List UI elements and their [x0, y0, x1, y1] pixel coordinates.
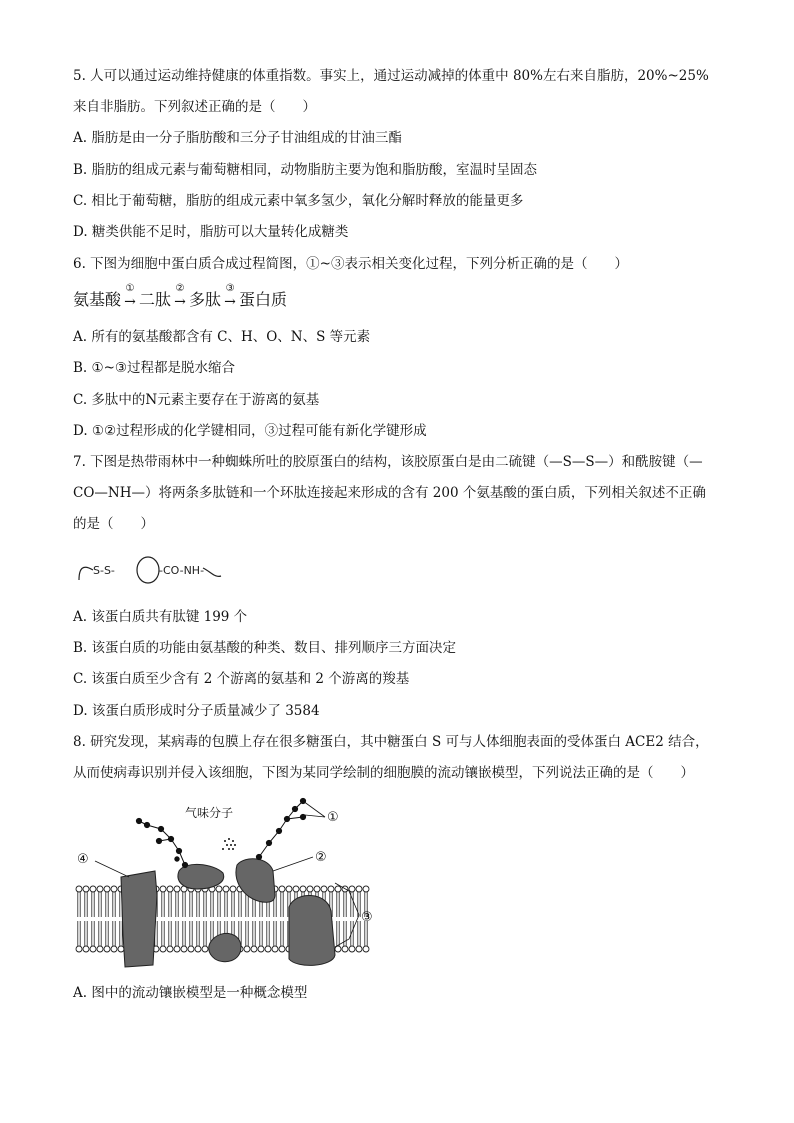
lipid-head — [223, 886, 229, 892]
q6-option-b: B. ①~③过程都是脱水缩合 — [73, 360, 236, 376]
lipid-head — [230, 886, 236, 892]
lipid-head — [181, 946, 187, 952]
lipid-head — [321, 886, 327, 892]
q7-stem-line3: 的是（ ） — [73, 516, 154, 532]
cyclic-peptide-ring — [137, 557, 159, 583]
q7-option-b: B. 该蛋白质的功能由氨基酸的种类、数目、排列顺序三方面决定 — [73, 640, 457, 656]
lipid-head — [195, 946, 201, 952]
lipid-head — [293, 886, 299, 892]
q7-option-a: A. 该蛋白质共有肽键 199 个 — [73, 609, 248, 625]
lipid-tail — [204, 892, 206, 917]
q7-option-c: C. 该蛋白质至少含有 2 个游离的氨基和 2 个游离的羧基 — [73, 671, 410, 687]
lipid-tail — [232, 892, 234, 917]
lipid-head — [76, 886, 82, 892]
lipid-head — [90, 946, 96, 952]
protein-2-receptor — [236, 859, 275, 903]
lipid-tail — [85, 892, 87, 917]
q7-amide-label: -CO-NH- — [159, 564, 205, 577]
lipid-tail — [106, 892, 108, 917]
label-2: ② — [315, 850, 327, 865]
q8-stem-line1: 8. 研究发现，某病毒的包膜上存在很多糖蛋白，其中糖蛋白 S 可与人体细胞表面的受体蛋白 ACE2 结合， — [73, 734, 709, 750]
odor-molecules — [222, 838, 236, 850]
q6-stem: 6. 下图为细胞中蛋白质合成过程简图，①~③表示相关变化过程，下列分析正确的是（ ） — [73, 256, 628, 272]
lipid-tail — [92, 921, 94, 946]
lipid-head — [335, 886, 341, 892]
lipid-head — [251, 946, 257, 952]
lipid-tail — [183, 892, 185, 917]
q7-stem-line2: CO—NH—）将两条多肽链和一个环肽连接起来形成的含有 200 个氨基酸的蛋白质，下列相关叙述不正确 — [73, 485, 706, 501]
lipid-head — [314, 886, 320, 892]
lipid-head — [216, 886, 222, 892]
lipid-head — [363, 946, 369, 952]
lipid-head — [300, 886, 306, 892]
lipid-tail — [162, 892, 164, 917]
q6-option-c: C. 多肽中的N元素主要存在于游离的氨基 — [73, 392, 320, 408]
lipid-head — [118, 946, 124, 952]
lipid-head — [307, 886, 313, 892]
lipid-tail — [239, 892, 241, 917]
q6-option-d: D. ①②过程形成的化学键相同，③过程可能有新化学键形成 — [73, 423, 427, 439]
lipid-tail — [358, 921, 360, 946]
q8-option-a: A. 图中的流动镶嵌模型是一种概念模型 — [73, 985, 308, 1001]
lipid-head — [90, 886, 96, 892]
lipid-head — [167, 886, 173, 892]
q5-stem-line1: 5. 人可以通过运动维持健康的体重指数。事实上，通过运动减掉的体重中 80%左右来自脂肪，20%~25% — [73, 68, 709, 84]
lipid-head — [104, 886, 110, 892]
lipid-tail — [204, 921, 206, 946]
lipid-head — [265, 946, 271, 952]
lipid-tail — [344, 892, 346, 917]
lipid-tail — [253, 921, 255, 946]
lipid-tail — [190, 921, 192, 946]
lipid-head — [188, 946, 194, 952]
q5-option-d: D. 糖类供能不足时，脂肪可以大量转化成糖类 — [73, 224, 349, 240]
lipid-head — [76, 946, 82, 952]
lipid-tail — [113, 892, 115, 917]
scheme-step-3: ③ — [225, 283, 235, 294]
lipid-tail — [260, 921, 262, 946]
lipid-head — [349, 946, 355, 952]
protein-transmembrane-right — [289, 895, 335, 965]
lipid-tail — [337, 892, 339, 917]
scheme-dipeptide: 二肽 — [139, 290, 172, 309]
lipid-head — [174, 946, 180, 952]
lipid-tail — [281, 921, 283, 946]
lipid-head — [202, 946, 208, 952]
lipid-tail — [92, 892, 94, 917]
lipid-head — [272, 946, 278, 952]
q7-collagen-diagram — [73, 550, 233, 590]
scheme-arrow-2: ② → — [171, 294, 189, 310]
lipid-tail — [337, 921, 339, 946]
protein-4-transmembrane — [121, 871, 157, 967]
scheme-polypeptide: 多肽 — [189, 290, 222, 309]
lipid-head — [279, 946, 285, 952]
lipid-head — [83, 946, 89, 952]
q7-disulfide-label: S-S- — [93, 564, 115, 577]
protein-peripheral-top-left — [178, 864, 224, 889]
lipid-head — [342, 946, 348, 952]
lipid-tail — [106, 921, 108, 946]
scheme-amino-acid: 氨基酸 — [73, 290, 122, 309]
lipid-head — [356, 886, 362, 892]
lipid-head — [258, 946, 264, 952]
lipid-tail — [85, 921, 87, 946]
lipid-tail — [267, 921, 269, 946]
lipid-tail — [197, 921, 199, 946]
q6-reaction-scheme — [73, 283, 288, 323]
lipid-tail — [78, 921, 80, 946]
lipid-head — [104, 946, 110, 952]
lipid-head — [244, 946, 250, 952]
lipid-tail — [218, 892, 220, 917]
lipid-tail — [78, 892, 80, 917]
label-1: ① — [327, 810, 339, 825]
scheme-step-2: ② — [175, 283, 185, 294]
lipid-tail — [169, 892, 171, 917]
odor-molecule-label: 气味分子 — [185, 806, 234, 820]
lipid-tail — [176, 921, 178, 946]
q5-stem-line2: 来自非脂肪。下列叙述正确的是（ ） — [73, 99, 316, 115]
lipid-tail — [99, 892, 101, 917]
q8-stem-line2: 从而使病毒识别并侵入该细胞，下图为某同学绘制的细胞膜的流动镶嵌模型，下列说法正确的是（ ） — [73, 765, 694, 781]
lipid-head — [174, 886, 180, 892]
q8-membrane-figure — [73, 795, 383, 975]
lipid-tail — [169, 921, 171, 946]
lipid-head — [97, 946, 103, 952]
lipid-tail — [190, 892, 192, 917]
q5-option-a: A. 脂肪是由一分子脂肪酸和三分子甘油组成的甘油三酯 — [73, 130, 402, 146]
lipid-head — [279, 886, 285, 892]
q5-option-c: C. 相比于葡萄糖，脂肪的组成元素中氧多氢少，氧化分解时释放的能量更多 — [73, 193, 524, 209]
lipid-tail — [176, 892, 178, 917]
glycan-chain-left — [136, 818, 187, 867]
scheme-protein: 蛋白质 — [239, 290, 288, 309]
glycan-chain-1 — [256, 798, 305, 859]
lipid-head — [111, 886, 117, 892]
label-4: ④ — [77, 852, 89, 867]
lipid-head — [328, 886, 334, 892]
lipid-head — [356, 946, 362, 952]
lipid-tail — [120, 921, 122, 946]
lipid-head — [83, 886, 89, 892]
lipid-tail — [225, 892, 227, 917]
q6-option-a: A. 所有的氨基酸都含有 C、H、O、N、S 等元素 — [73, 329, 371, 345]
lipid-head — [111, 946, 117, 952]
lipid-tail — [197, 892, 199, 917]
lipid-tail — [183, 921, 185, 946]
lipid-head — [363, 886, 369, 892]
scheme-arrow-3: ③ → — [221, 294, 239, 310]
lipid-tail — [246, 921, 248, 946]
scheme-arrow-1: ① → — [121, 294, 139, 310]
lipid-head — [167, 946, 173, 952]
lipid-tail — [113, 921, 115, 946]
lipid-tail — [162, 921, 164, 946]
lipid-head — [286, 886, 292, 892]
lipid-tail — [281, 892, 283, 917]
q7-option-d: D. 该蛋白质形成时分子质量减少了 3584 — [73, 703, 320, 719]
q7-stem-line1: 7. 下图是热带雨林中一种蜘蛛所吐的胶原蛋白的结构，该胶原蛋白是由二硫键（—S—S—）和酰胺键（— — [73, 454, 703, 470]
lipid-tail — [344, 921, 346, 946]
lipid-tail — [274, 921, 276, 946]
lipid-head — [97, 886, 103, 892]
lipid-tail — [99, 921, 101, 946]
scheme-step-1: ① — [125, 283, 135, 294]
lipid-tail — [211, 892, 213, 917]
lipid-head — [160, 946, 166, 952]
q5-option-b: B. 脂肪的组成元素与葡萄糖相同，动物脂肪主要为饱和脂肪酸，室温时呈固态 — [73, 162, 538, 178]
lipid-head — [160, 886, 166, 892]
lipid-head — [349, 886, 355, 892]
label-3: ③ — [361, 910, 373, 925]
